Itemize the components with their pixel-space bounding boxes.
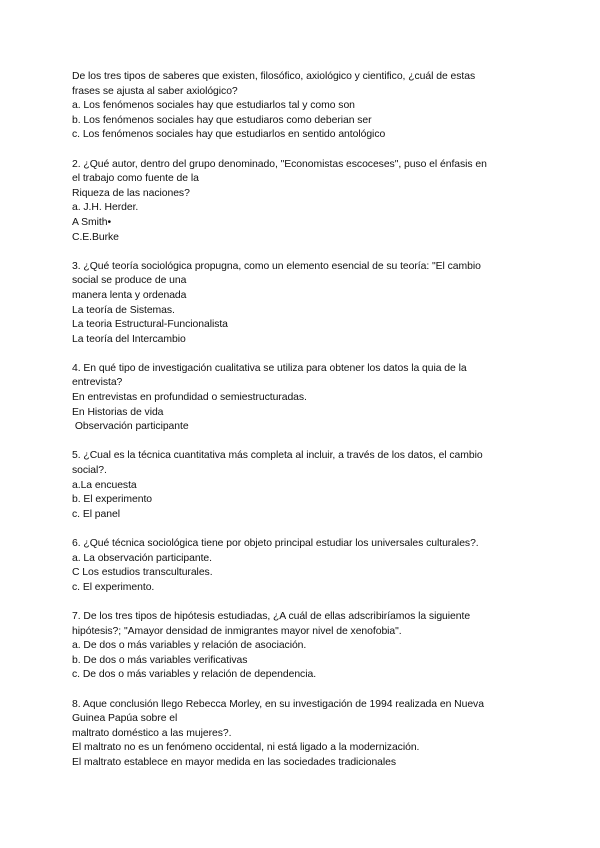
question-2	[72, 158, 532, 246]
question-7	[72, 610, 532, 683]
question-6-option-b: C Los estudios transculturales.	[72, 567, 213, 579]
question-8-prompt-line-2: Guinea Papúa sobre el	[72, 713, 178, 725]
question-7-prompt-line-1: 7. De los tres tipos de hipótesis estudiadas, ¿A cuál de ellas adscribiríamos la siguiente	[72, 610, 471, 622]
question-2-prompt-line-1: 2. ¿Qué autor, dentro del grupo denominado, "Economistas escoceses", puso el énfasis en	[72, 158, 487, 170]
question-4-prompt-line-2: entrevista?	[72, 377, 123, 389]
question-3-prompt-line-1: 3. ¿Qué teoría sociológica propugna, como un elemento esencial de su teoría: "El cambio	[72, 260, 481, 272]
question-4-option-c: Observación participante	[72, 421, 189, 433]
question-1-option-c: c. Los fenómenos sociales hay que estudiarlos en sentido antológico	[72, 129, 386, 141]
question-7-option-c: c. De dos o más variables y relación de dependencia.	[72, 669, 317, 681]
question-2-option-a: a. J.H. Herder.	[72, 202, 139, 214]
question-6	[72, 537, 532, 595]
question-5-option-a: a.La encuesta	[72, 479, 137, 491]
question-8-prompt-line-3: maltrato doméstico a las mujeres?.	[72, 727, 232, 739]
question-5-option-c: c. El panel	[72, 508, 120, 520]
question-2-prompt-line-2: el trabajo como fuente de la	[72, 173, 199, 185]
question-8-option-a: El maltrato no es un fenómeno occidental, ni está ligado a la modernización.	[72, 742, 420, 754]
question-2-option-c: C.E.Burke	[72, 231, 119, 243]
question-6-option-a: a. La observación participante.	[72, 552, 212, 564]
question-7-option-b: b. De dos o más variables verificativas	[72, 654, 248, 666]
question-4-prompt-line-1: 4. En qué tipo de investigación cualitativa se utiliza para obtener los datos la quia de la	[72, 362, 467, 374]
question-7-option-a: a. De dos o más variables y relación de asociación.	[72, 640, 307, 652]
question-7-prompt-line-2: hipótesis?; "Amayor densidad de inmigrantes mayor nivel de xenofobia".	[72, 625, 402, 637]
question-5-prompt-line-2: social?.	[72, 465, 107, 477]
question-5-option-b: b. El experimento	[72, 494, 153, 506]
question-2-option-b: A Smith•	[72, 216, 112, 228]
question-5-prompt-line-1: 5. ¿Cual es la técnica cuantitativa más completa al incluir, a través de los datos, el cambio	[72, 450, 483, 462]
question-1-option-a: a. Los fenómenos sociales hay que estudiarlos tal y como son	[72, 100, 355, 112]
document-page	[72, 70, 532, 785]
question-3	[72, 260, 532, 348]
question-4	[72, 362, 532, 435]
question-1-option-b: b. Los fenómenos sociales hay que estudiaros como deberian ser	[72, 114, 372, 126]
question-8-prompt-line-1: 8. Aque conclusión llego Rebecca Morley, en su investigación de 1994 realizada en Nueva	[72, 698, 484, 710]
question-4-option-b: En Historias de vida	[72, 406, 164, 418]
question-1-prompt-line-2: frases se ajusta al saber axiológico?	[72, 85, 238, 97]
question-8	[72, 698, 532, 771]
question-6-prompt-line-1: 6. ¿Qué técnica sociológica tiene por objeto principal estudiar los universales culturales?.	[72, 538, 479, 549]
question-3-option-b: La teoria Estructural-Funcionalista	[72, 319, 228, 331]
question-6-option-c: c. El experimento.	[72, 581, 155, 593]
question-3-prompt-line-2: social se produce de una	[72, 275, 187, 287]
question-8-option-b: El maltrato establece en mayor medida en las sociedades tradicionales	[72, 756, 397, 768]
question-1	[72, 70, 532, 143]
question-3-option-c: La teoría del Intercambio	[72, 333, 186, 345]
question-4-option-a: En entrevistas en profundidad o semiestructuradas.	[72, 392, 307, 404]
question-1-prompt-line-1: De los tres tipos de saberes que existen, filosófico, axiológico y cientifico, ¿cuál de estas	[72, 71, 476, 82]
question-5	[72, 449, 532, 522]
question-3-option-a: La teoría de Sistemas.	[72, 304, 175, 316]
question-2-prompt-line-3: Riqueza de las naciones?	[72, 187, 190, 199]
question-3-prompt-line-3: manera lenta y ordenada	[72, 289, 187, 301]
